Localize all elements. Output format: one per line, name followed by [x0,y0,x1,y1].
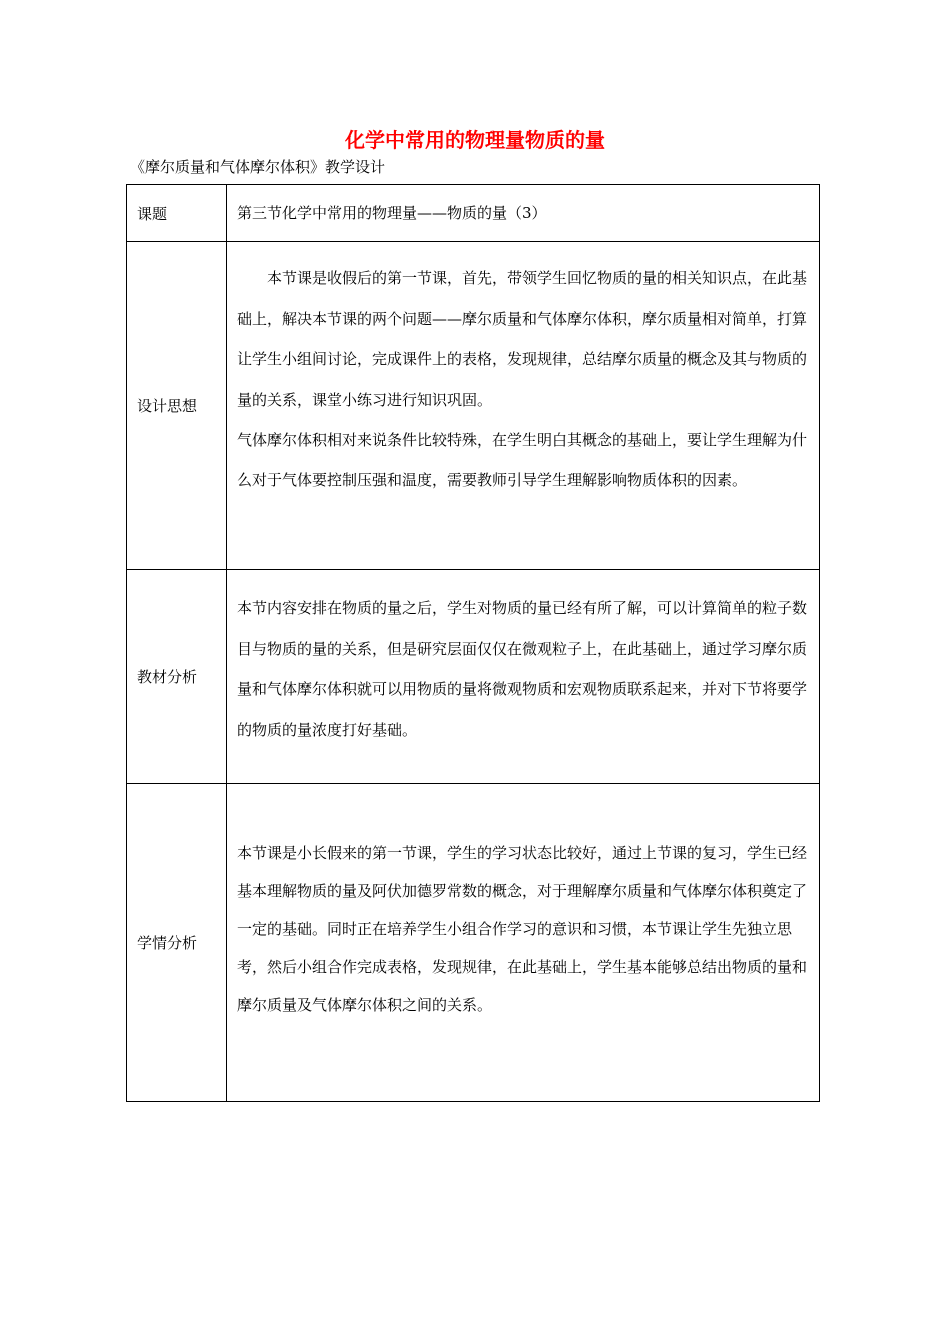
row-content-design-idea [227,242,820,570]
page-subtitle: 《摩尔质量和气体摩尔体积》教学设计 [130,158,386,176]
lesson-design-table [126,184,820,1102]
design-idea-paragraph-1: 本节课是收假后的第一节课，首先，带领学生回忆物质的量的相关知识点，在此基础上，解决本节课的两个问题——摩尔质量和气体摩尔体积，摩尔质量相对简单，打算让学生小组间讨论，完成课件上的表格，发现规律，总结摩尔质量的概念及其与物质的量的关系，课堂小练习进行知识巩固。 [237,269,808,409]
row-label-design-idea: 设计思想 [127,242,227,570]
design-idea-paragraph-2: 气体摩尔体积相对来说条件比较特殊，在学生明白其概念的基础上，要让学生理解为什么对于气体要控制压强和温度，需要教师引导学生理解影响物质体积的因素。 [237,431,808,489]
row-content-topic [227,185,820,242]
row-content-textbook-analysis [227,570,820,784]
student-analysis-paragraph: 本节课是小长假来的第一节课，学生的学习状态比较好，通过上节课的复习，学生已经基本理解物质的量及阿伏加德罗常数的概念，对于理解摩尔质量和气体摩尔体积奠定了一定的基础。同时正在培养学生小组合作学习的意识和习惯，本节课让学生先独立思考，然后小组合作完成表格，发现规律，在此基础上，学生基本能够总结出物质的量和摩尔质量及气体摩尔体积之间的关系。 [237,844,808,1014]
table-row-textbook-analysis [127,570,820,784]
row-label-textbook-analysis: 教材分析 [127,570,227,784]
table-row-design-idea [127,242,820,570]
textbook-analysis-paragraph: 本节内容安排在物质的量之后，学生对物质的量已经有所了解，可以计算简单的粒子数目与物质的量的关系，但是研究层面仅仅在微观粒子上，在此基础上，通过学习摩尔质量和气体摩尔体积就可以用物质的量将微观物质和宏观物质联系起来，并对下节将要学的物质的量浓度打好基础。 [237,599,808,739]
table-row-student-analysis [127,784,820,1102]
table-row-topic [127,185,820,242]
row-label-topic: 课题 [127,185,227,242]
row-label-student-analysis: 学情分析 [127,784,227,1102]
row-content-student-analysis [227,784,820,1102]
page-title: 化学中常用的物理量物质的量 [345,128,605,152]
topic-text: 第三节化学中常用的物理量——物质的量（3） [237,204,547,222]
